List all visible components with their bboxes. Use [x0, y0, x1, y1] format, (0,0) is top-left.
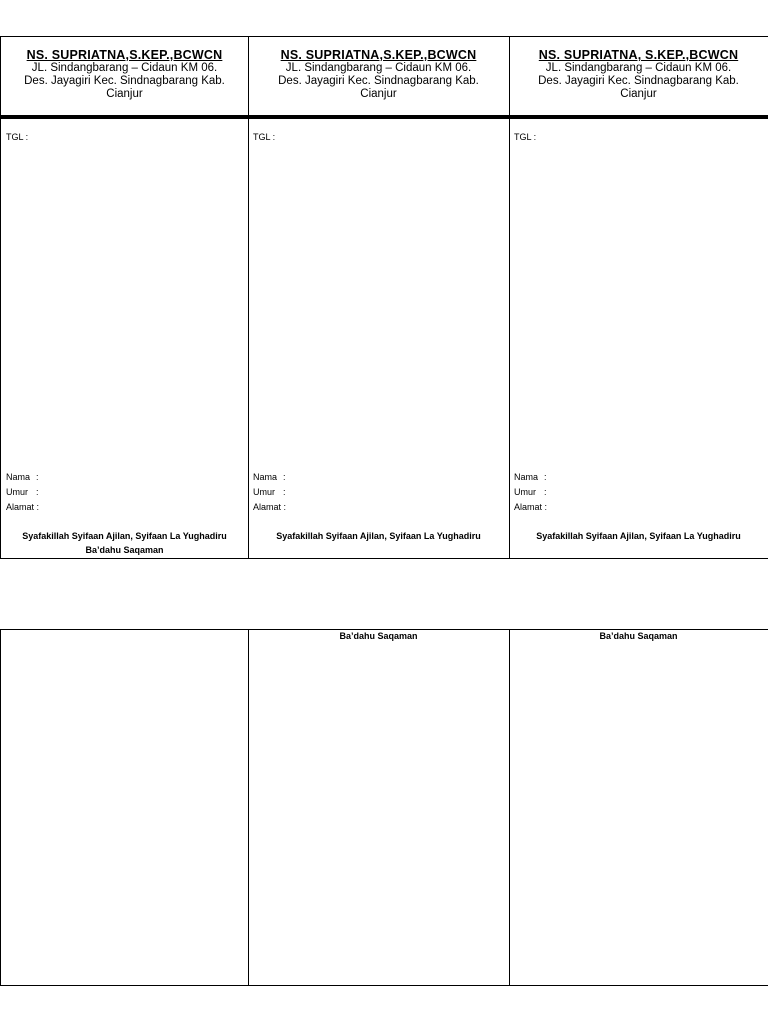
- address-line-1: JL. Sindangbarang – Cidaun KM 06.: [31, 62, 218, 74]
- address-line-3: Cianjur: [360, 88, 397, 100]
- prayer-line-2: Ba’dahu Saqaman: [599, 631, 678, 641]
- prescription-sheet-top: [0, 36, 768, 559]
- prescription-sheet-bottom: [0, 629, 768, 986]
- prayer-line-1: Syafakillah Syifaan Ajilan, Syifaan La Yughadiru: [22, 531, 227, 541]
- prayer-text: [517, 529, 760, 543]
- address-line-1: JL. Sindangbarang – Cidaun KM 06.: [285, 62, 472, 74]
- umur-label: Umur: [253, 487, 275, 497]
- patient-fields: [6, 470, 39, 515]
- doctor-name: NS. SUPRIATNA,S.KEP.,BCWCN: [280, 48, 477, 62]
- alamat-label: Alamat: [514, 502, 543, 512]
- colon: :: [36, 487, 39, 497]
- letterhead: [509, 37, 768, 119]
- prayer-line-1: Syafakillah Syifaan Ajilan, Syifaan La Yughadiru: [536, 531, 741, 541]
- prayer-line-1: Syafakillah Syifaan Ajilan, Syifaan La Yughadiru: [276, 531, 481, 541]
- colon: :: [544, 502, 548, 512]
- colon: :: [36, 472, 39, 482]
- nama-label: Nama: [514, 472, 539, 482]
- date-label: TGL :: [253, 132, 276, 142]
- prescription-column-1: [0, 37, 249, 558]
- prescription-column-2: [248, 37, 510, 558]
- prayer-line-2: Ba’dahu Saqaman: [85, 545, 164, 555]
- colon: :: [283, 472, 286, 482]
- prayer-text: [256, 529, 501, 543]
- address-line-3: Cianjur: [620, 88, 657, 100]
- prescription-column-2-continued: [248, 630, 510, 985]
- date-label: TGL :: [514, 132, 537, 142]
- colon: :: [283, 487, 286, 497]
- address-line-3: Cianjur: [106, 88, 143, 100]
- colon: :: [544, 487, 547, 497]
- patient-fields: [253, 470, 286, 515]
- prescription-column-1-continued: [0, 630, 249, 985]
- address-line-2: Des. Jayagiri Kec. Sindnagbarang Kab.: [278, 75, 479, 87]
- nama-label: Nama: [6, 472, 31, 482]
- colon: :: [283, 502, 287, 512]
- letterhead: [248, 37, 509, 119]
- colon: :: [36, 502, 40, 512]
- prayer-text: [9, 529, 240, 557]
- umur-label: Umur: [514, 487, 536, 497]
- nama-label: Nama: [253, 472, 278, 482]
- prayer-line-2: Ba’dahu Saqaman: [339, 631, 418, 641]
- prescription-column-3: [509, 37, 768, 558]
- address-line-2: Des. Jayagiri Kec. Sindnagbarang Kab.: [24, 75, 225, 87]
- prescription-column-3-continued: [509, 630, 768, 985]
- patient-fields: [514, 470, 547, 515]
- umur-label: Umur: [6, 487, 28, 497]
- address-line-1: JL. Sindangbarang – Cidaun KM 06.: [545, 62, 732, 74]
- doctor-name: NS. SUPRIATNA,S.KEP.,BCWCN: [26, 48, 223, 62]
- doctor-name: NS. SUPRIATNA, S.KEP.,BCWCN: [538, 48, 739, 62]
- letterhead: [1, 37, 248, 119]
- colon: :: [544, 472, 547, 482]
- alamat-label: Alamat: [253, 502, 282, 512]
- address-line-2: Des. Jayagiri Kec. Sindnagbarang Kab.: [538, 75, 739, 87]
- date-label: TGL :: [6, 132, 29, 142]
- alamat-label: Alamat: [6, 502, 35, 512]
